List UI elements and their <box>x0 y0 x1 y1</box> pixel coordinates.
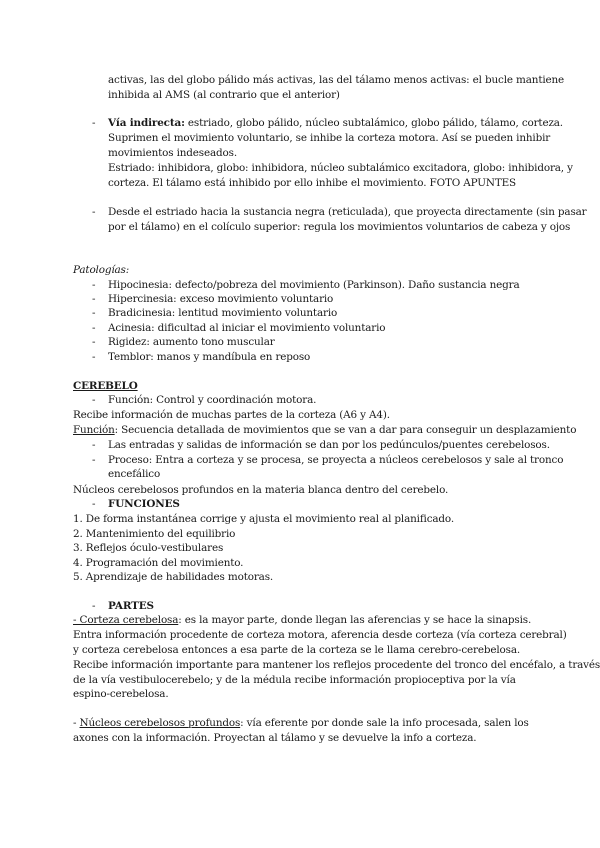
funcion-numbered-item: 4. Programación del movimiento. <box>73 557 244 569</box>
bullet-dash: - <box>92 279 96 291</box>
partes-heading: PARTES <box>108 600 154 612</box>
patologia-item: Hipercinesia: exceso movimiento voluntario <box>108 293 334 305</box>
cerebelo-sub-item: Las entradas y salidas de información se dan por los pedúnculos/puentes cerebelosos. <box>108 439 550 451</box>
funcion-numbered-item: 3. Reflejos óculo-vestibulares <box>73 542 224 554</box>
bullet-dash: - <box>92 336 96 348</box>
nucleos-profundos-label: Núcleos cerebelosos profundos <box>79 717 241 729</box>
bullet-dash: - <box>92 498 96 510</box>
funcion-text: : Secuencia detallada de movimientos que se van a dar para conseguir un desplazamiento <box>114 424 577 436</box>
intro-line-2: inhibida al AMS (al contrario que el anterior) <box>108 89 340 101</box>
intro-line-1: activas, las del globo pálido más activas, las del tálamo menos activas: el bucle mantiene <box>108 74 565 86</box>
via-indirecta-line-4: Estriado: inhibidora, globo: inhibidora, núcleo subtalámico excitadora, globo: inhibidora, y <box>108 162 573 174</box>
corteza-text-line: y corteza cerebelosa entonces a esa parte de la corteza se le llama cerebro-cerebelosa. <box>73 644 521 656</box>
corteza-text-line: espino-cerebelosa. <box>73 688 169 700</box>
funcion-numbered-item: 2. Mantenimiento del equilibrio <box>73 528 236 540</box>
funcion-label: Función <box>73 424 115 436</box>
estriado-line-2: por el tálamo) en el colículo superior: regula los movimientos voluntarios de cabeza y ojos <box>108 221 571 233</box>
via-indirecta-line-3: movimientos indeseados. <box>108 147 237 159</box>
cerebelo-sub-item-cont: encefálico <box>108 468 161 480</box>
bullet-dash: - <box>92 351 96 363</box>
patologia-item: Rigidez: aumento tono muscular <box>108 336 275 348</box>
corteza-text-line: Recibe información importante para mantener los reflejos procedente del tronco del encéfalo, a través <box>73 659 600 671</box>
corteza-cerebelosa-line <box>73 614 531 627</box>
cerebelo-recibe: Recibe información de muchas partes de la corteza (A6 y A4). <box>73 409 390 421</box>
bullet-dash: - <box>92 307 96 319</box>
bullet-dash: - <box>92 322 96 334</box>
bullet-dash: - <box>92 600 96 612</box>
via-indirecta-line-5: corteza. El tálamo está inhibido por ello inhibe el movimiento. FOTO APUNTES <box>108 177 517 189</box>
via-indirecta-line-2: Suprimen el movimiento voluntario, se inhibe la corteza motora. Así se pueden inhibir <box>108 132 551 144</box>
patologia-item: Temblor: manos y mandíbula en reposo <box>108 351 311 363</box>
corteza-cerebelosa-label: - Corteza cerebelosa <box>73 614 179 626</box>
patologias-title: Patologías: <box>73 264 130 276</box>
via-indirecta-text: estriado, globo pálido, núcleo subtalámico, globo pálido, tálamo, corteza. <box>184 117 563 129</box>
nucleos-profundos-line <box>73 717 529 730</box>
cerebelo-sub-item: Proceso: Entra a corteza y se procesa, se proyecta a núcleos cerebelosos y sale al tronco <box>108 454 564 466</box>
bullet-dash: - <box>92 394 96 406</box>
funciones-heading: FUNCIONES <box>108 498 180 510</box>
corteza-text-line: de la vía vestibulocerebelo; y de la médula recibe información propioceptiva por la vía <box>73 674 516 686</box>
nucleos-profundos-text: : vía eferente por donde sale la info procesada, salen los <box>240 717 529 729</box>
patologia-item: Hipocinesia: defecto/pobreza del movimiento (Parkinson). Daño sustancia negra <box>108 279 520 291</box>
bullet-dash: - <box>92 454 96 466</box>
corteza-text-line: Entra información procedente de corteza motora, aferencia desde corteza (vía corteza cerebral) <box>73 629 567 641</box>
cerebelo-nucleos-line: Núcleos cerebelosos profundos en la materia blanca dentro del cerebelo. <box>73 484 449 496</box>
cerebelo-funcion-line <box>73 424 576 437</box>
corteza-cerebelosa-text: : es la mayor parte, donde llegan las aferencias y se hace la sinapsis. <box>178 614 532 626</box>
bullet-dash: - <box>92 117 96 129</box>
nucleos-prefix: - <box>73 717 80 729</box>
patologia-item: Bradicinesia: lentitud movimiento voluntario <box>108 307 338 319</box>
funcion-numbered-item: 5. Aprendizaje de habilidades motoras. <box>73 571 274 583</box>
cerebelo-heading: CEREBELO <box>73 380 138 392</box>
bullet-dash: - <box>92 206 96 218</box>
cerebelo-funcion-item: Función: Control y coordinación motora. <box>108 394 317 406</box>
via-indirecta-line-1 <box>108 117 563 130</box>
via-indirecta-label: Vía indirecta: <box>108 117 185 129</box>
bullet-dash: - <box>92 293 96 305</box>
nucleos-profundos-line-2: axones con la información. Proyectan al tálamo y se devuelve la info a corteza. <box>73 732 477 744</box>
funcion-numbered-item: 1. De forma instantánea corrige y ajusta el movimiento real al planificado. <box>73 513 454 525</box>
bullet-dash: - <box>92 439 96 451</box>
patologia-item: Acinesia: dificultad al iniciar el movimiento voluntario <box>108 322 386 334</box>
estriado-line-1: Desde el estriado hacia la sustancia negra (reticulada), que proyecta directamente (sin pasar <box>108 206 587 218</box>
